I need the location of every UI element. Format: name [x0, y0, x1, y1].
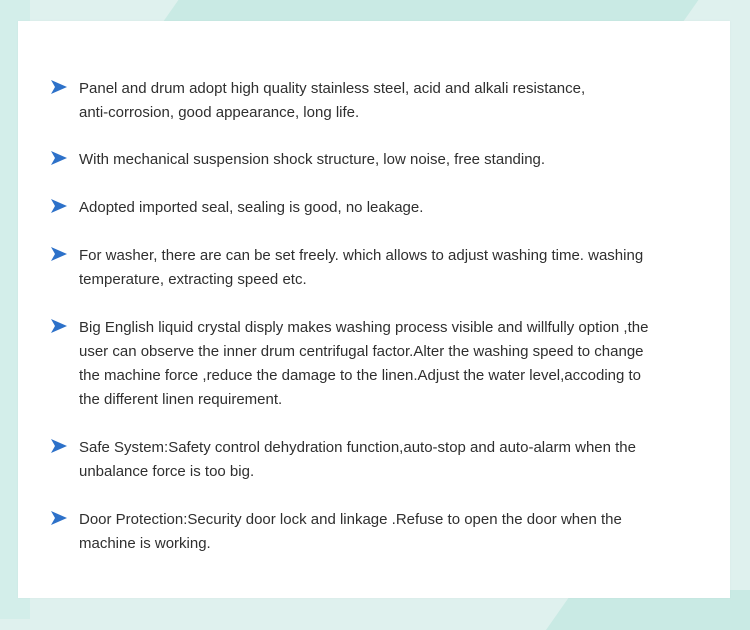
feature-item — [51, 244, 711, 292]
feature-text-line: With mechanical suspension shock structure, low noise, free standing. — [79, 151, 546, 168]
bullet-arrow-icon — [51, 199, 67, 213]
bullet-arrow-icon — [51, 511, 67, 525]
feature-text-line: machine is working. — [79, 535, 211, 552]
feature-item — [51, 436, 711, 484]
feature-panel — [18, 21, 730, 598]
feature-text-line: anti-corrosion, good appearance, long life. — [79, 104, 360, 121]
bullet-arrow-icon — [51, 151, 67, 165]
bullet-arrow-icon — [51, 319, 67, 333]
feature-text-line: the machine force ,reduce the damage to the linen.Adjust the water level,accoding to — [79, 367, 642, 384]
feature-text-line: the different linen requirement. — [79, 391, 283, 408]
feature-text-line: user can observe the inner drum centrifugal factor.Alter the washing speed to change — [79, 343, 644, 360]
bullet-arrow-icon — [51, 80, 67, 94]
feature-text-line: temperature, extracting speed etc. — [79, 271, 307, 288]
feature-item — [51, 316, 711, 412]
feature-list — [18, 21, 730, 598]
bullet-arrow-icon — [51, 247, 67, 261]
feature-item — [51, 196, 711, 220]
bullet-arrow-icon — [51, 439, 67, 453]
feature-text-line: Big English liquid crystal disply makes washing process visible and willfully option ,the — [79, 319, 649, 336]
feature-text-line: Safe System:Safety control dehydration function,auto-stop and auto-alarm when the — [79, 439, 636, 456]
feature-text-line: For washer, there are can be set freely. which allows to adjust washing time. washing — [79, 247, 644, 264]
feature-text-line: Adopted imported seal, sealing is good, no leakage. — [79, 199, 424, 216]
feature-item — [51, 508, 711, 556]
feature-text-line: Door Protection:Security door lock and linkage .Refuse to open the door when the — [79, 511, 622, 528]
feature-item — [51, 148, 711, 172]
feature-text-line: unbalance force is too big. — [79, 463, 255, 480]
feature-item — [51, 77, 711, 125]
feature-text-line: Panel and drum adopt high quality stainless steel, acid and alkali resistance, — [79, 80, 586, 97]
